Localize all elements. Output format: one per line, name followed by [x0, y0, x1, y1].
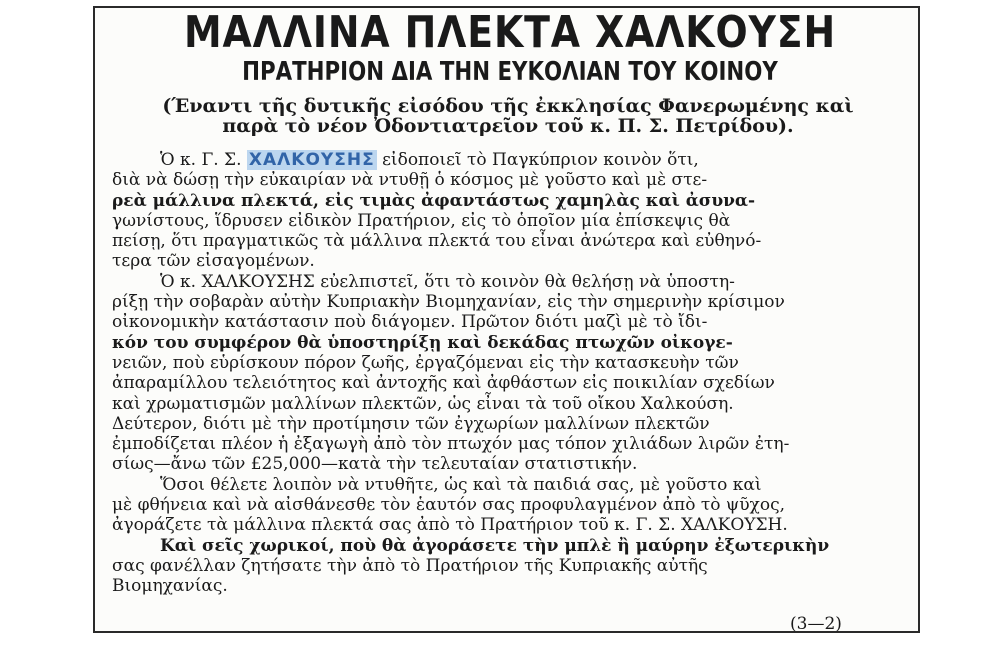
- p2-line: Δεύτερον, διότι μὲ τὴν προτίμησιν τῶν ἐγχωρίων μαλλίνων πλεκτῶν: [112, 413, 710, 434]
- p1-line: πείσῃ, ὅτι πραγματικῶς τὰ μάλλινα πλεκτά του εἶναι ἀνώτερα καὶ εὐθηνό-: [112, 231, 762, 252]
- p2-line: Ὁ κ. ΧΑΛΚΟΥΣΗΣ εὐελπιστεῖ, ὅτι τὸ κοινὸν θὰ θελήσῃ νὰ ὑποστη-: [160, 271, 735, 292]
- address-line-2: παρὰ τὸ νέον Ὀδοντιατρεῖον τοῦ κ. Π. Σ. Πετρίδου).: [222, 115, 794, 138]
- p3-line: Ὅσοι θέλετε λοιπὸν νὰ ντυθῆτε, ὡς καὶ τὰ παιδιά σας, μὲ γοῦστο καὶ: [160, 474, 762, 495]
- address-line-1: (Έναντι τῆς δυτικῆς εἰσόδου τῆς ἐκκλησίας Φανερωμένης καὶ: [162, 95, 854, 117]
- ad-title: ΜΑΛΛΙΝΑ ΠΛΕΚΤΑ ΧΑΛΚΟΥΣΗ: [183, 7, 837, 58]
- p2-line: σίως—ἄνω τῶν £25,000—κατὰ τὴν τελευταίαν στατιστικήν.: [112, 454, 638, 475]
- p1-prefix: Ὁ κ. Γ. Σ.: [160, 150, 242, 170]
- ad-body: [112, 150, 902, 597]
- p2-line: οἰκονομικὴν κατάστασιν ποὺ διάγομεν. Πρῶτον διότι μαζὶ μὲ τὸ ἴδι-: [112, 312, 708, 333]
- p1-line: διὰ νὰ δώσῃ τὴν εὐκαιρίαν νὰ ντυθῇ ὁ κόσμος μὲ γοῦστο καὶ μὲ στε-: [112, 170, 708, 191]
- p2-line: ἐμποδίζεται πλέον ἡ ἐξαγωγὴ ἀπὸ τὸν πτωχόν μας τόπον χιλιάδων λιρῶν ἐτη-: [112, 434, 790, 455]
- issue-mark: (3—2): [790, 614, 842, 634]
- p1-line: τερα τῶν εἰσαγομένων.: [112, 251, 315, 272]
- p1-rest: εἰδοποιεῖ τὸ Παγκύπριον κοινὸν ὅτι,: [382, 150, 699, 170]
- p3-line: ἀγοράζετε τὰ μάλλινα πλεκτά σας ἀπὸ τὸ Πρατήριον τοῦ κ. Γ. Σ. ΧΑΛΚΟΥΣΗ.: [112, 515, 788, 536]
- address-note: [108, 94, 908, 138]
- highlighted-name[interactable]: ΧΑΛΚΟΥΣΗΣ: [248, 150, 375, 170]
- p2-line: ἀπαραμίλλου τελειότητος καὶ ἀντοχῆς καὶ ἀφθάστων εἰς ποικιλίαν σχεδίων: [112, 373, 775, 394]
- p1-line: ρεὰ μάλλινα πλεκτά, εἰς τιμὰς ἀφαντάστως χαμηλὰς καὶ ἀσυνα-: [112, 190, 756, 211]
- p3-line: μὲ φθήνεια καὶ νὰ αἰσθάνεσθε τὸν ἑαυτόν σας προφυλαγμένον ἀπὸ τὸ ψῦχος,: [112, 495, 786, 516]
- p4-line: Βιομηχανίας.: [112, 576, 228, 597]
- p2-line: καὶ χρωματισμῶν μαλλίνων πλεκτῶν, ὡς εἶναι τὰ τοῦ οἴκου Χαλκούση.: [112, 393, 734, 414]
- p4-line: σας φανέλλαν ζητήσατε τὴν ἀπὸ τὸ Πρατήριον τῆς Κυπριακῆς αὐτῆς: [112, 555, 708, 576]
- p4-line: Καὶ σεῖς χωρικοί, ποὺ θὰ ἀγοράσετε τὴν μπλὲ ἢ μαύρην ἐξωτερικὴν: [160, 535, 830, 556]
- p2-line: νειῶν, ποὺ εὑρίσκουν πόρον ζωῆς, ἐργαζόμεναι εἰς τὴν κατασκευὴν τῶν: [112, 352, 739, 373]
- p1-line-1: [112, 150, 902, 170]
- p2-line: κόν του συμφέρον θὰ ὑποστηρίξῃ καὶ δεκάδας πτωχῶν οἰκογε-: [112, 332, 733, 353]
- ad-subtitle: ΠΡΑΤΗΡΙΟΝ ΔΙΑ ΤΗΝ ΕΥΚΟΛΙΑΝ ΤΟΥ ΚΟΙΝΟΥ: [242, 57, 778, 87]
- p2-line: ρίξῃ τὴν σοβαρὰν αὐτὴν Κυπριακὴν Βιομηχανίαν, εἰς τὴν σημερινὴν κρίσιμον: [112, 292, 785, 313]
- p1-line: γωνίστους, ἵδρυσεν εἰδικὸν Πρατήριον, εἰς τὸ ὁποῖον μία ἐπίσκεψις θὰ: [112, 210, 731, 231]
